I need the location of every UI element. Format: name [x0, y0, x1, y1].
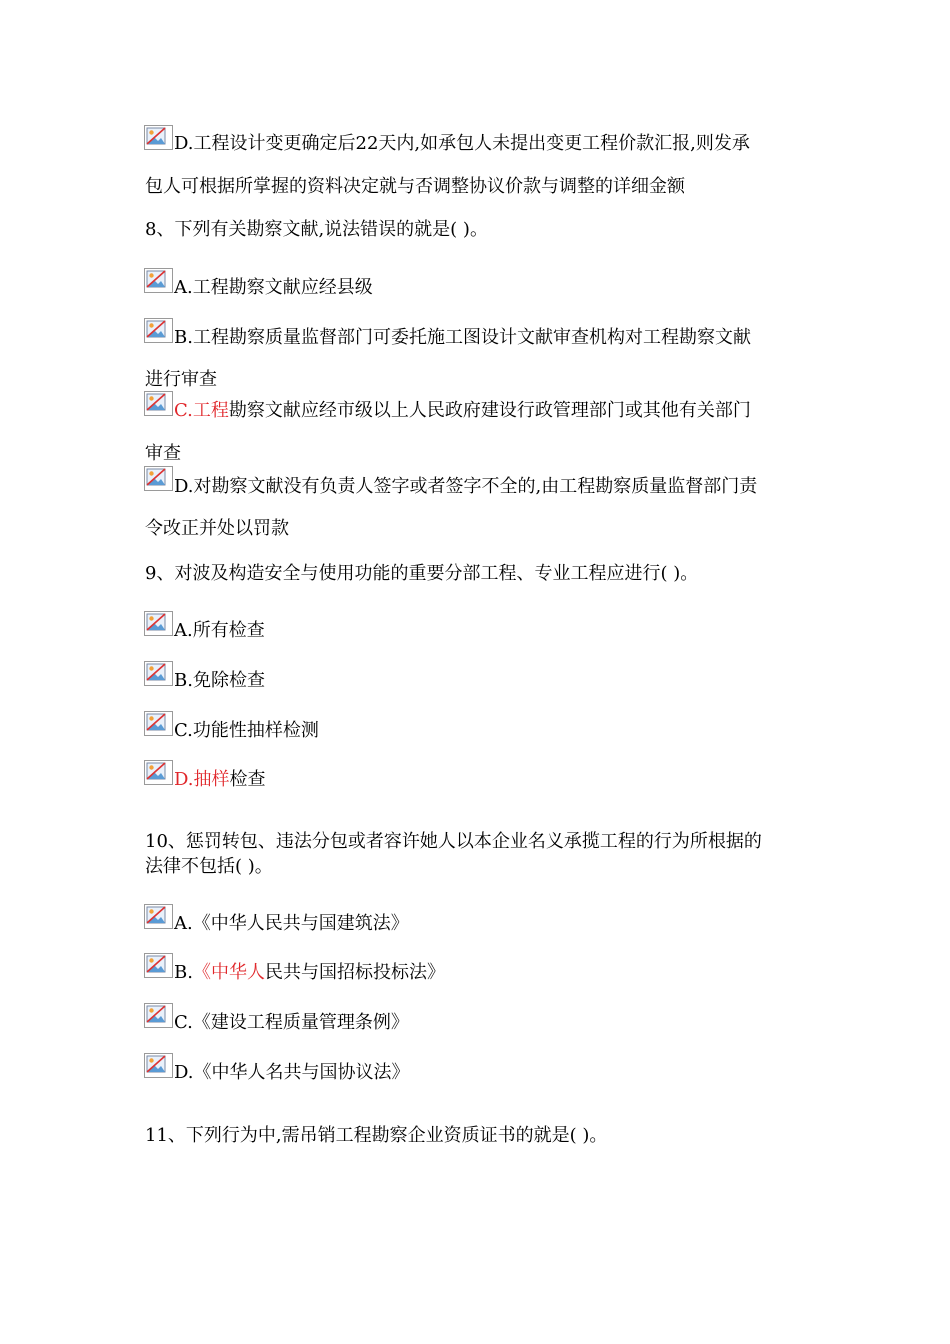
option-c-q8: C.工程勘察文献应经市级以上人民政府建设行政管理部门或其他有关部门: [174, 400, 751, 421]
question-8: 8、下列有关勘察文献,说法错误的就是( )。: [145, 219, 488, 240]
broken-image-icon: [144, 125, 173, 150]
broken-image-icon: [144, 1003, 173, 1028]
option-a-q8: A.工程勘察文献应经县级: [174, 277, 373, 298]
option-d-q8-cont: 令改正并处以罚款: [145, 518, 289, 539]
question-11: 11、下列行为中,需吊销工程勘察企业资质证书的就是( )。: [145, 1125, 608, 1146]
option-b-q8-cont: 进行审查: [145, 369, 217, 390]
option-d-q10: D.《中华人名共与国协议法》: [174, 1062, 410, 1083]
broken-image-icon: [144, 904, 173, 929]
option-b-q9: B.免除检查: [174, 670, 265, 691]
broken-image-icon: [144, 268, 173, 293]
broken-image-icon: [144, 611, 173, 636]
option-b-q10: B.《中华人民共与国招标投标法》: [174, 962, 445, 983]
question-10-cont: 法律不包括( )。: [145, 856, 273, 877]
option-d-q7: D.工程设计变更确定后22天内,如承包人未提出变更工程价款汇报,则发承: [174, 133, 750, 154]
broken-image-icon: [144, 760, 173, 785]
question-9: 9、对波及构造安全与使用功能的重要分部工程、专业工程应进行( )。: [145, 563, 699, 584]
option-c-q9: C.功能性抽样检测: [174, 720, 319, 741]
broken-image-icon: [144, 318, 173, 343]
question-10: 10、惩罚转包、违法分包或者容许她人以本企业名义承揽工程的行为所根据的: [145, 831, 762, 852]
option-b-q8: B.工程勘察质量监督部门可委托施工图设计文献审查机构对工程勘察文献: [174, 327, 751, 348]
option-d-q9: D.抽样检查: [174, 769, 266, 790]
broken-image-icon: [144, 661, 173, 686]
broken-image-icon: [144, 953, 173, 978]
broken-image-icon: [144, 391, 173, 416]
broken-image-icon: [144, 466, 173, 491]
broken-image-icon: [144, 711, 173, 736]
option-c-q8-cont: 审查: [145, 443, 181, 464]
highlight-text: 《中华人: [192, 962, 265, 983]
option-d-q7-cont: 包人可根据所掌握的资料决定就与否调整协议价款与调整的详细金额: [145, 176, 685, 197]
option-a-q9: A.所有检查: [174, 620, 265, 641]
broken-image-icon: [144, 1053, 173, 1078]
highlight-text: C.工程: [174, 400, 229, 421]
option-a-q10: A.《中华人民共与国建筑法》: [174, 913, 409, 934]
option-d-q8: D.对勘察文献没有负责人签字或者签字不全的,由工程勘察质量监督部门责: [174, 476, 758, 497]
highlight-text: D.抽样: [174, 769, 230, 790]
option-c-q10: C.《建设工程质量管理条例》: [174, 1012, 409, 1033]
